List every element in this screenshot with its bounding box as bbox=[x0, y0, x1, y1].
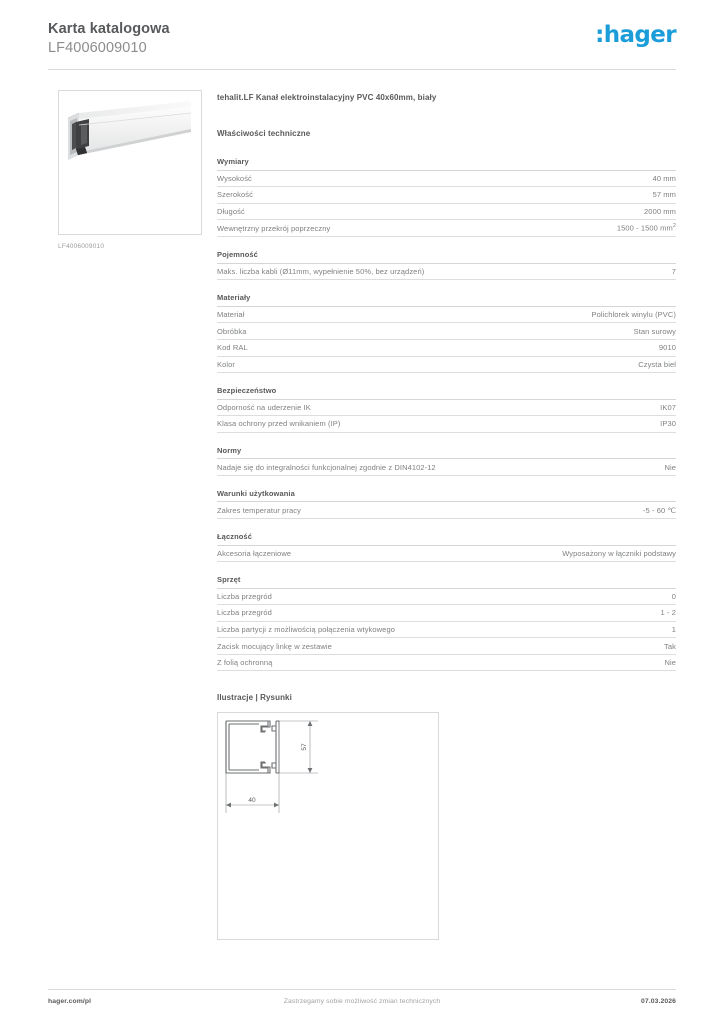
hager-logo: :hager bbox=[595, 22, 676, 48]
spec-section-heading: Pojemność bbox=[217, 250, 676, 264]
spec-row bbox=[217, 340, 676, 357]
spec-row bbox=[217, 622, 676, 639]
spec-row bbox=[217, 204, 676, 221]
spec-value-superscript: 2 bbox=[672, 223, 676, 230]
spec-row bbox=[217, 220, 676, 237]
footer-date: 07.03.2026 bbox=[640, 998, 676, 1005]
spec-value: Stan surowy bbox=[633, 326, 676, 336]
page-title: Karta katalogowa bbox=[48, 21, 170, 37]
spec-row bbox=[217, 307, 676, 324]
main-content bbox=[217, 93, 676, 940]
spec-label: Wewnętrzny przekrój poprzeczny bbox=[217, 223, 331, 233]
spec-row bbox=[217, 187, 676, 204]
spec-section-heading: Materiały bbox=[217, 293, 676, 307]
spec-label: Kolor bbox=[217, 359, 236, 369]
spec-section-heading: Normy bbox=[217, 446, 676, 460]
product-photo-caption: LF4006009010 bbox=[58, 243, 105, 250]
spec-label: Wysokość bbox=[217, 173, 252, 183]
product-name: tehalit.LF Kanał elektroinstalacyjny PVC 40x60mm, biały bbox=[217, 93, 437, 102]
spec-label: Liczba przegród bbox=[217, 608, 272, 618]
spec-value: 2000 mm bbox=[644, 206, 676, 216]
spec-section bbox=[217, 293, 676, 373]
spec-label: Nadaje się do integralności funkcjonalnej zgodnie z DIN4102-12 bbox=[217, 462, 436, 472]
spec-value: Wyposażony w łączniki podstawy bbox=[562, 548, 676, 558]
spec-value: Nie bbox=[664, 462, 676, 472]
illustrations-heading: Ilustracje | Rysunki bbox=[217, 693, 292, 703]
spec-section-heading: Łączność bbox=[217, 532, 676, 546]
spec-section-heading: Bezpieczeństwo bbox=[217, 386, 676, 400]
spec-value: 1 - 2 bbox=[660, 608, 676, 618]
spec-value: 57 mm bbox=[652, 190, 676, 200]
dimension-width-label: 40 bbox=[248, 797, 256, 805]
spec-label: Kod RAL bbox=[217, 343, 248, 353]
page-footer bbox=[48, 998, 676, 1005]
page-header bbox=[48, 20, 676, 58]
spec-row bbox=[217, 264, 676, 281]
header-divider bbox=[48, 69, 676, 70]
spec-label: Zacisk mocujący linkę w zestawie bbox=[217, 641, 332, 651]
footer-divider bbox=[48, 989, 676, 990]
document-reference: LF4006009010 bbox=[48, 40, 147, 57]
spec-value: IK07 bbox=[660, 402, 676, 412]
spec-label: Klasa ochrony przed wnikaniem (IP) bbox=[217, 419, 341, 429]
product-photo bbox=[58, 90, 202, 235]
spec-value: -5 - 60 ℃ bbox=[642, 505, 676, 515]
spec-label: Szerokość bbox=[217, 190, 253, 200]
spec-value: 9010 bbox=[658, 343, 676, 353]
dimension-height-label: 57 bbox=[301, 743, 308, 752]
spec-row bbox=[217, 323, 676, 340]
spec-label: Liczba przegród bbox=[217, 591, 272, 601]
header-titles bbox=[48, 20, 170, 58]
spec-section bbox=[217, 489, 676, 519]
footer-website[interactable]: hager.com/pl bbox=[48, 998, 92, 1005]
spec-section-heading: Warunki użytkowania bbox=[217, 489, 676, 503]
spec-section bbox=[217, 250, 676, 280]
spec-label: Zakres temperatur pracy bbox=[217, 505, 301, 515]
spec-section bbox=[217, 532, 676, 562]
spec-section bbox=[217, 446, 676, 476]
spec-label: Liczba partycji z możliwością połączenia wtykowego bbox=[217, 624, 395, 634]
spec-value: 0 bbox=[671, 591, 676, 601]
spec-label: Z folią ochronną bbox=[217, 658, 273, 668]
spec-label: Obróbka bbox=[217, 326, 247, 336]
spec-row bbox=[217, 605, 676, 622]
spec-row bbox=[217, 638, 676, 655]
spec-row bbox=[217, 171, 676, 188]
spec-label: Akcesoria łączeniowe bbox=[217, 548, 292, 558]
spec-row bbox=[217, 655, 676, 672]
spec-section bbox=[217, 575, 676, 671]
spec-sections bbox=[217, 157, 676, 671]
spec-section-heading: Sprzęt bbox=[217, 575, 676, 589]
spec-row bbox=[217, 459, 676, 476]
spec-row bbox=[217, 416, 676, 433]
product-photo-image bbox=[59, 91, 201, 234]
spec-value bbox=[617, 223, 676, 233]
spec-value: IP30 bbox=[660, 419, 676, 429]
spec-label: Długość bbox=[217, 206, 245, 216]
spec-label: Odporność na uderzenie IK bbox=[217, 402, 311, 412]
spec-value: Polichlorek winylu (PVC) bbox=[591, 310, 676, 320]
technical-drawing bbox=[218, 713, 438, 939]
spec-label: Materiał bbox=[217, 310, 245, 320]
illustration-box bbox=[217, 712, 439, 940]
footer-disclaimer: Zastrzegamy sobie możliwość zmian technicznych bbox=[283, 998, 441, 1005]
spec-value: 7 bbox=[671, 267, 676, 276]
technical-properties-title: Właściwości techniczne bbox=[217, 129, 311, 138]
spec-section-heading: Wymiary bbox=[217, 157, 676, 171]
spec-value: 40 mm bbox=[652, 173, 676, 183]
spec-value-text: 1500 - 1500 mm bbox=[616, 223, 673, 233]
spec-row bbox=[217, 589, 676, 606]
spec-label: Maks. liczba kabli (Ø11mm, wypełnienie 50%, bez urządzeń) bbox=[217, 267, 425, 276]
spec-row bbox=[217, 502, 676, 519]
spec-value: Nie bbox=[664, 658, 676, 668]
spec-value: Tak bbox=[664, 641, 676, 651]
spec-value: Czysta biel bbox=[638, 359, 676, 369]
spec-value: 1 bbox=[671, 624, 676, 634]
spec-section bbox=[217, 386, 676, 433]
spec-section bbox=[217, 157, 676, 237]
spec-row bbox=[217, 546, 676, 563]
spec-row bbox=[217, 400, 676, 417]
spec-row bbox=[217, 357, 676, 374]
